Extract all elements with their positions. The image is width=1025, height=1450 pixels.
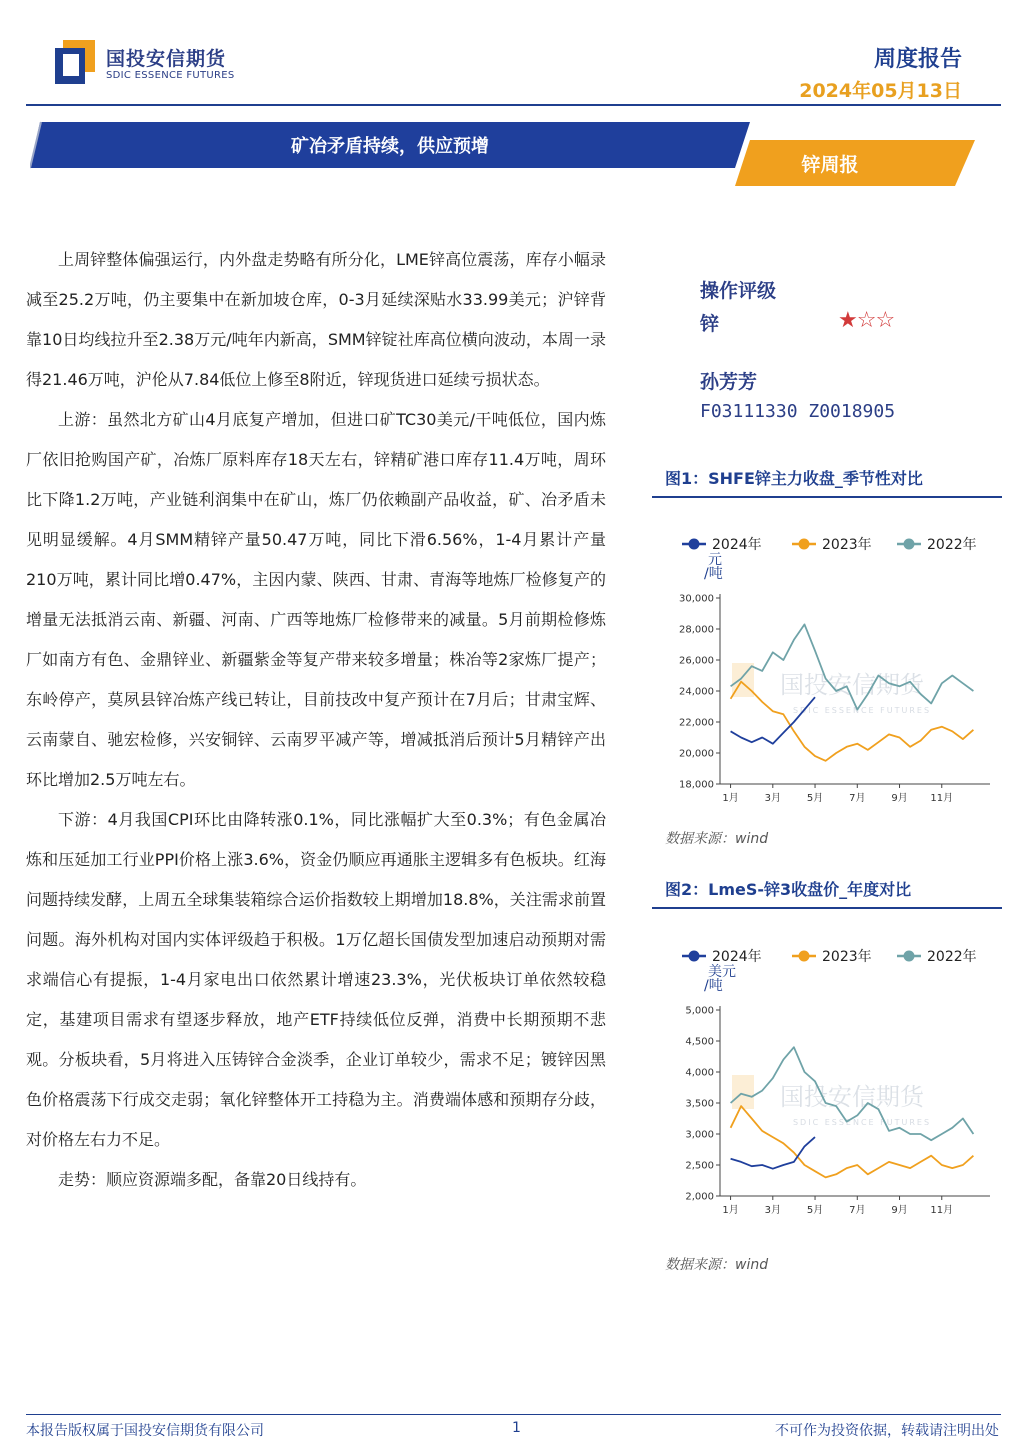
fig2-watermark-logo (732, 1075, 754, 1109)
fig2-unit-label-2: /吨 (704, 978, 723, 994)
fig2-title: 图2：LmeS-锌3收盘价_年度对比 (665, 880, 912, 899)
fig2-ytick-2: 4,000 (685, 1067, 714, 1079)
fig1-ytick-1: 28,000 (679, 624, 714, 636)
fig2-legend-label-1: 2023年 (822, 949, 872, 965)
rating-stars: ★☆☆ (838, 308, 895, 333)
analyst-name: 孙芳芳 (700, 371, 758, 393)
fig2-ytick-4: 3,000 (685, 1129, 714, 1141)
fig2-legend-label-2: 2022年 (927, 949, 977, 965)
report-type: 周度报告 (873, 47, 962, 72)
fig1-ytick-0: 30,000 (679, 593, 714, 605)
fig1-legend-marker-0 (689, 539, 700, 550)
fig2-legend-label-0: 2024年 (712, 949, 762, 965)
fig2-xtick-0: 1月 (722, 1205, 739, 1216)
fig2-watermark: 国投安信期货 (780, 1083, 924, 1111)
fig2-xtick-3: 7月 (849, 1205, 866, 1216)
paragraph-trend: 走势：顺应资源端多配，备靠20日线持有。 (58, 1170, 367, 1189)
fig2-source: 数据来源：wind (665, 1257, 769, 1273)
report-headline: 矿冶矛盾持续，供应预增 (291, 136, 489, 157)
fig1-legend-label-1: 2023年 (822, 537, 872, 553)
header-divider (26, 104, 1001, 106)
fig1-xtick-1: 3月 (764, 793, 781, 804)
report-category-tag: 锌周报 (801, 154, 859, 176)
fig1-legend-label-2: 2022年 (927, 537, 977, 553)
fig1-chart (652, 520, 1004, 810)
fig1-title: 图1：SHFE锌主力收盘_季节性对比 (665, 469, 923, 488)
rating-item: 锌 (700, 313, 720, 335)
company-logo (55, 40, 95, 84)
fig2-ytick-0: 5,000 (685, 1005, 714, 1017)
fig2-title-rule (652, 907, 1002, 909)
page-number: 1 (512, 1420, 521, 1436)
fig1-unit-label-1: 元 (708, 552, 722, 568)
fig1-xtick-4: 9月 (891, 793, 908, 804)
footer-divider (26, 1414, 1001, 1415)
fig2-ytick-1: 4,500 (685, 1036, 714, 1048)
fig2-legend-marker-1 (799, 951, 810, 962)
fig2-ytick-5: 2,500 (685, 1160, 714, 1172)
fig2-xtick-2: 5月 (806, 1205, 824, 1216)
fig1-ytick-2: 26,000 (679, 655, 714, 667)
fig2-xtick-1: 3月 (764, 1205, 781, 1216)
fig2-legend-marker-2 (904, 951, 915, 962)
fig2-chart (652, 932, 1004, 1222)
footer-disclaimer: 不可作为投资依据，转载请注明出处 (775, 1423, 999, 1439)
fig1-xtick-2: 5月 (806, 793, 824, 804)
fig1-unit-label-2: /吨 (704, 566, 723, 582)
paragraph-summary: 上周锌整体偏强运行，内外盘走势略有所分化，LME锌高位震荡，库存小幅录减至25.2万吨，仍主要集中在新加坡仓库，0-3月延续深贴水33.99美元；沪锌背靠10日均线拉升至2.38万元/吨年内新高，SMM锌锭社库高位横向波动，本周一录得21.46万吨，沪伦从7.84低位上修至8附近，锌现货进口延续亏损状态。 (26, 250, 606, 389)
fig1-ytick-4: 22,000 (679, 717, 714, 729)
fig1-ytick-3: 24,000 (679, 686, 714, 698)
fig2-series-0-line (731, 1137, 815, 1169)
fig2-unit-label-1: 美元 (708, 964, 736, 980)
fig1-xtick-3: 7月 (849, 793, 866, 804)
fig2-xtick-4: 9月 (891, 1205, 908, 1216)
report-body (26, 240, 606, 1200)
fig2-watermark-sub: SDIC ESSENCE FUTURES (792, 1118, 932, 1127)
fig1-series-2-line (731, 624, 974, 709)
fig1-series-0-line (731, 697, 815, 744)
fig1-xtick-5: 11月 (930, 793, 954, 804)
paragraph-upstream: 上游：虽然北方矿山4月底复产增加，但进口矿TC30美元/干吨低位，国内炼厂依旧抢购国产矿，冶炼厂原料库存18天左右，锌精矿港口库存11.4万吨，周环比下降1.2万吨，产业链利润集中在矿山，炼厂仍依赖副产品收益，矿、冶矛盾未见明显缓解。4月SMM精锌产量50.47万吨，同比下滑6.56%，1-4月累计产量210万吨，累计同比增0.47%，主因内蒙、陕西、甘肃、青海等地炼厂检修复产的增量无法抵消云南、新疆、河南、广西等地炼厂检修带来的减量。5月前期检修炼厂如南方有色、金鼎锌业、新疆紫金等复产带来较多增量；株冶等2家炼厂提产；东岭停产，莫夙县锌冶炼产线已转让，目前技改中复产预计在7月后；甘肃宝辉、云南蒙自、驰宏检修，兴安铜锌、云南罗平减产等，增减抵消后预计5月精锌产出环比增加2.5万吨左右。 (26, 410, 606, 789)
fig2-ytick-3: 3,500 (685, 1098, 714, 1110)
fig2-ytick-6: 2,000 (685, 1191, 714, 1203)
fig2-xtick-5: 11月 (930, 1205, 954, 1216)
footer-copyright: 本报告版权属于国投安信期货有限公司 (26, 1423, 264, 1439)
fig1-chart-svg (652, 520, 1004, 810)
brand-name-cn: 国投安信期货 (106, 48, 227, 70)
paragraph-downstream: 下游：4月我国CPI环比由降转涨0.1%，同比涨幅扩大至0.3%；有色金属冶炼和压延加工行业PPI价格上涨3.6%，资金仍顺应再通胀主逻辑多有色板块。红海问题持续发酵，上周五全球集装箱综合运价指数较上期增加18.8%，关注需求前置问题。海外机构对国内实体评级趋于积极。1万亿超长国债发型加速启动预期对需求端信心有提振，1-4月家电出口依然累计增速23.3%，光伏板块订单依然较稳定，基建项目需求有望逐步释放，地产ETF持续低位反弹，消费中长期预期不悲观。分板块看，5月将进入压铸锌合金淡季，企业订单较少，需求不足；镀锌因黑色价格震荡下行成交走弱；氧化锌整体开工持稳为主。消费端体感和预期存分歧，对价格左右力不足。 (26, 810, 606, 1149)
fig1-legend-marker-1 (799, 539, 810, 550)
analyst-license-ids: F03111330 Z0018905 (700, 401, 896, 422)
brand-name-en: SDIC ESSENCE FUTURES (106, 70, 235, 81)
fig1-watermark: 国投安信期货 (780, 671, 924, 699)
fig1-ytick-6: 18,000 (679, 779, 714, 791)
fig1-xtick-0: 1月 (722, 793, 739, 804)
rating-label: 操作评级 (700, 280, 777, 302)
fig2-chart-svg (652, 932, 1004, 1222)
fig1-legend-label-0: 2024年 (712, 537, 762, 553)
fig1-ytick-5: 20,000 (679, 748, 714, 760)
fig1-legend-marker-2 (904, 539, 915, 550)
fig1-title-rule (652, 496, 1002, 498)
fig2-legend-marker-0 (689, 951, 700, 962)
report-date: 2024年05月13日 (799, 80, 962, 102)
fig1-source: 数据来源：wind (665, 831, 769, 847)
fig1-watermark-sub: SDIC ESSENCE FUTURES (792, 706, 932, 715)
